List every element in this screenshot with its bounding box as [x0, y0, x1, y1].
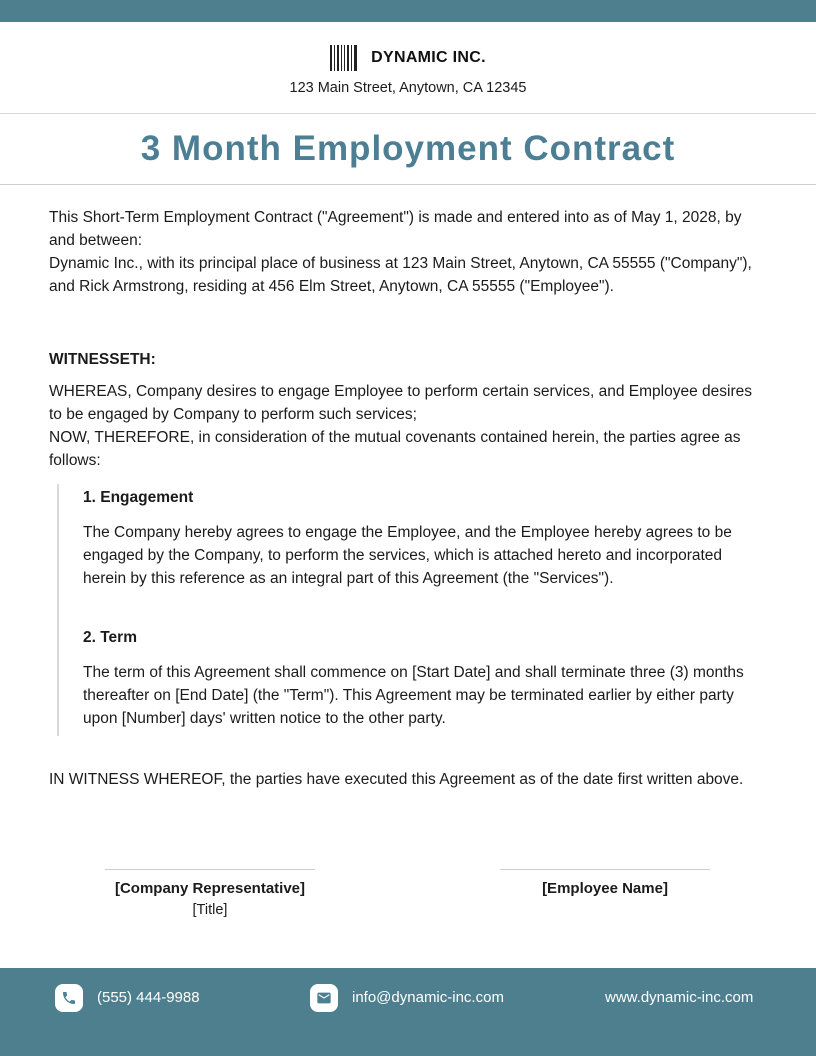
numbered-sections — [57, 484, 767, 736]
section-engagement — [83, 486, 767, 590]
footer-email-address: info@dynamic-inc.com — [352, 989, 504, 1006]
section-heading: 1. Engagement — [83, 489, 194, 506]
signature-block — [0, 869, 816, 918]
section-heading: 2. Term — [83, 629, 137, 646]
signature-name-placeholder: [Employee Name] — [542, 880, 668, 897]
signature-employee — [500, 869, 710, 918]
company-address: 123 Main Street, Anytown, CA 12345 — [289, 80, 527, 96]
signature-name-placeholder: [Company Representative] — [114, 880, 306, 897]
footer-website-url: www.dynamic-inc.com — [605, 989, 754, 1006]
intro-line-2: Dynamic Inc., with its principal place of business at 123 Main Street, Anytown, CA 55555 ("Company"), and Rick Armstrong, residing at 456 Elm Street, Anytown, CA 55555 ("Employee"). — [49, 255, 752, 295]
document-title: 3 Month Employment Contract — [140, 129, 676, 168]
footer-bar — [0, 968, 816, 1056]
section-body: The term of this Agreement shall commence on [Start Date] and shall terminate three (3) months thereafter on [End Date] (the "Term"). This Agreement may be terminated earlier by either party upon [Number] days' written notice to the other party. — [83, 664, 744, 727]
whereas-clause: WHEREAS, Company desires to engage Employee to perform certain services, and Employee desires to be engaged by Company to perform such services; — [49, 383, 752, 423]
footer-phone — [55, 984, 200, 1012]
footer-email — [310, 984, 504, 1012]
phone-icon — [55, 984, 83, 1012]
title-band — [0, 114, 816, 185]
logo-row — [330, 45, 486, 71]
section-body: The Company hereby agrees to engage the Employee, and the Employee hereby agrees to be engaged by the Company, to perform the services, which is attached hereto and incorporated herein by this reference as an integral part of this Agreement (the "Services"). — [83, 524, 732, 587]
whereas-paragraph — [49, 380, 767, 472]
barcode-logo-icon — [330, 45, 357, 71]
closing-paragraph: IN WITNESS WHEREOF, the parties have executed this Agreement as of the date first written above. — [49, 771, 744, 788]
signature-title-placeholder: [Title] — [192, 902, 228, 918]
witnesseth-heading: WITNESSETH: — [49, 351, 156, 368]
top-accent-bar — [0, 0, 816, 22]
envelope-icon — [310, 984, 338, 1012]
document-body — [0, 206, 816, 791]
intro-line-1: This Short-Term Employment Contract ("Agreement") is made and entered into as of May 1, 2028, by and between: — [49, 209, 742, 249]
letterhead — [0, 22, 816, 114]
footer-phone-number: (555) 444-9988 — [97, 989, 200, 1006]
intro-paragraph — [49, 206, 767, 298]
footer-website — [605, 984, 753, 1012]
now-therefore-clause: NOW, THEREFORE, in consideration of the mutual covenants contained herein, the parties agree as follows: — [49, 429, 741, 469]
signature-company — [105, 869, 315, 918]
company-name: DYNAMIC INC. — [371, 49, 486, 66]
section-term — [83, 626, 767, 730]
